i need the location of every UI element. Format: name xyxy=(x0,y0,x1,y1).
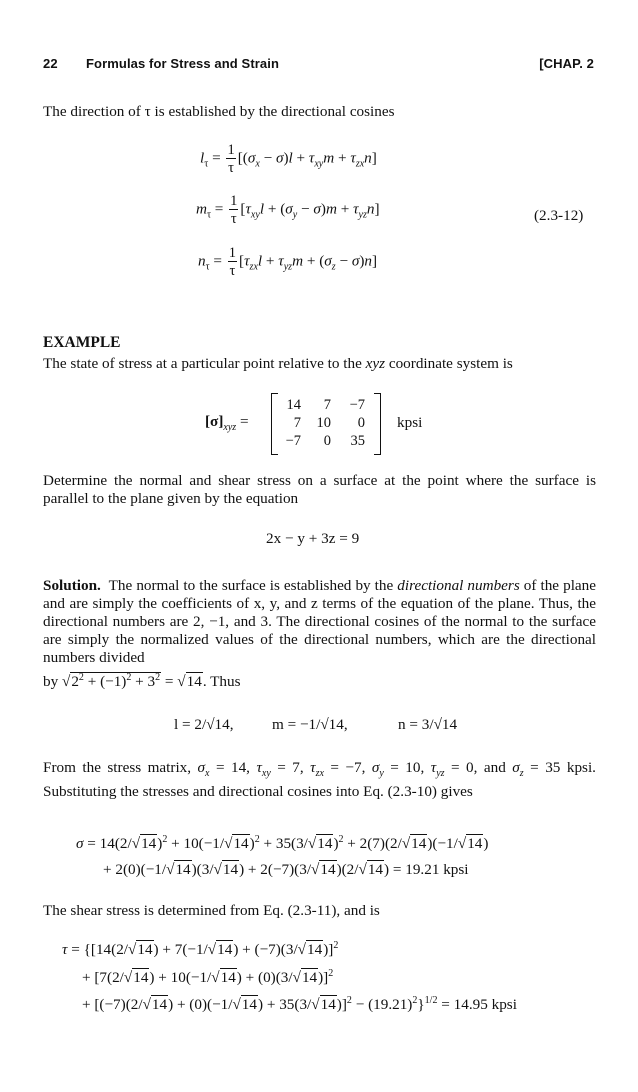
matrix-cell: 0 xyxy=(357,415,365,431)
plane-equation: 2x − y + 3z = 9 xyxy=(266,530,360,547)
cosine-n: n = 3/√14 xyxy=(398,716,458,733)
running-title: Formulas for Stress and Strain xyxy=(86,56,279,71)
tau-equation-line-1: $\tau = \{[14(2/√14) + 7(-1/√14) + (-7)(3/√14)]^2$ xyxy=(62,940,339,959)
matrix-cell: 10 xyxy=(316,415,331,431)
example-question: Determine the normal and shear stress on a surface at the point where the surface is parallel to the plane given by the equation xyxy=(43,472,596,507)
matrix-cell: 35 xyxy=(350,433,365,449)
matrix-cell: −7 xyxy=(349,397,365,413)
normalization-line: by $√2^2 + (-1)^2 + 3^2 = √14$. Thus xyxy=(43,672,241,691)
matrix-cell: 0 xyxy=(323,433,331,449)
page-number: 22 xyxy=(43,56,58,71)
sigma-equation-line-2: + 2(0)(−1/√14)(3/√14) + 2(−7)(3/√14)(2/√14) = 19.21 kpsi xyxy=(103,861,469,878)
equation-n-tau: $n_\tau$ = $\frac{1}{\tau}$ $[\tau_{zx}l + \tau_{yz}m + (\sigma_z - \sigma)n]$ xyxy=(198,245,378,279)
matrix-cell: 7 xyxy=(323,397,331,413)
tau-equation-line-2: + $[7(2/√14) + 10(-1/√14) + (0)(3/√14)]^2$ xyxy=(82,968,334,987)
example-heading: EXAMPLE xyxy=(43,334,121,351)
equation-m-tau: $m_\tau$ = $\frac{1}{\tau}$ $[\tau_{xy}l + (\sigma_y - \sigma)m + \tau_{yz}n]$ xyxy=(196,193,380,227)
sigma-equation-line-1: $\sigma = 14(2/√14)^2 + 10(-1/√14)^2 + 35(3/√14)^2 + 2(7)(2/√14)(-1/√14)$ xyxy=(76,834,489,853)
cosine-m: m = −1/√14, xyxy=(272,716,348,733)
matrix-right-bracket xyxy=(374,393,381,455)
cosine-l: l = 2/√14, xyxy=(174,716,234,733)
tau-equation-line-3: + $[(-7)(2/√14) + (0)(-1/√14) + 35(3/√14)]^2 - (19.21)^2\}^{1/2} = 14.95$ kpsi xyxy=(82,995,517,1014)
chapter-label: [CHAP. 2 xyxy=(539,56,594,71)
matrix-cell: −7 xyxy=(285,433,301,449)
matrix-cell: 7 xyxy=(293,415,301,431)
matrix-label: $[\sigma]_{xyz}$ = xyxy=(205,413,249,434)
solution-paragraph-1: Solution. The normal to the surface is established by the directional numbers of the plane and are simply the coefficients of x, y, and z terms of the equation of the plane. Thus, the directional numbers are 2, −1, and 3. The directional cosines of the normal to the surface are simply the normalized values of the directional numbers, which are the directional numbers divided xyxy=(43,577,596,666)
example-statement: The state of stress at a particular point relative to the xyz coordinate system is xyxy=(43,355,513,372)
intro-text: The direction of τ is established by the directional cosines xyxy=(43,103,395,120)
solution-paragraph-3: The shear stress is determined from Eq. (2.3-11), and is xyxy=(43,902,380,919)
equation-l-tau: $l_\tau$ = $\frac{1}{\tau}$ $[(\sigma_x - \sigma)l + \tau_{xy}m + \tau_{zx}n]$ xyxy=(200,142,377,176)
matrix-cell: 14 xyxy=(286,397,301,413)
matrix-unit: kpsi xyxy=(397,414,423,431)
equation-number: (2.3-12) xyxy=(534,207,584,224)
solution-paragraph-2: From the stress matrix, $\sigma_x = 14$, $\tau_{xy} = 7$, $\tau_{zx} = -7$, $\sigma_y = 10$, $\tau_{yz} = 0$, and $\sigma_z = 35$ kpsi. Substituting the stresses and directional cosines into Eq. (2.3-10) gives xyxy=(43,759,596,801)
